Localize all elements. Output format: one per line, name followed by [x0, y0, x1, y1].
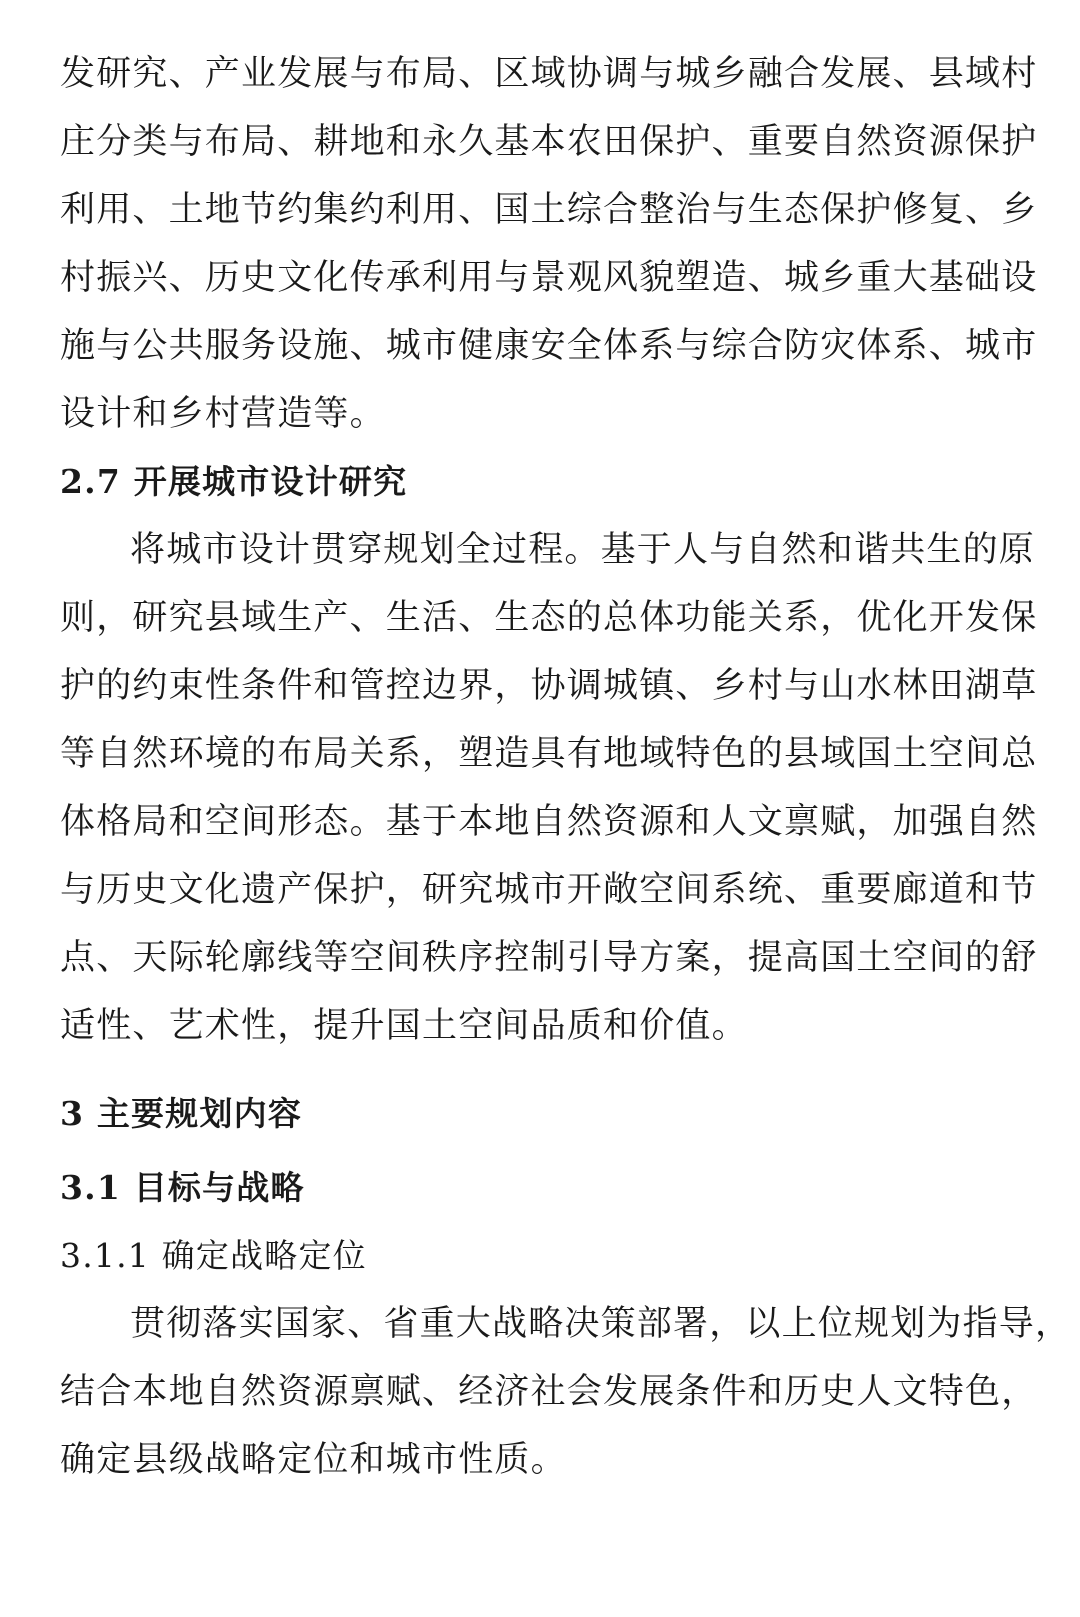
section-3-1-1-body	[60, 1290, 1072, 1494]
document-page	[60, 40, 1072, 1494]
paragraph-line: 等自然环境的布局关系，塑造具有地域特色的县域国土空间总	[60, 734, 1038, 774]
paragraph-line: 庄分类与布局、耕地和永久基本农田保护、重要自然资源保护	[60, 122, 1038, 162]
paragraph-line: 贯彻落实国家、省重大战略决策部署，以上位规划为指导，	[130, 1304, 1072, 1344]
paragraph-line: 将城市设计贯穿规划全过程。基于人与自然和谐共生的原	[130, 530, 1036, 570]
paragraph-line: 适性、艺术性，提升国土空间品质和价值。	[60, 1006, 748, 1046]
paragraph-line: 确定县级战略定位和城市性质。	[60, 1440, 567, 1480]
section-heading-3-1: 3.1 目标与战略	[60, 1168, 305, 1207]
section-heading-3: 3 主要规划内容	[60, 1094, 303, 1133]
paragraph-line: 则，研究县域生产、生活、生态的总体功能关系，优化开发保	[60, 598, 1038, 638]
paragraph-line: 施与公共服务设施、城市健康安全体系与综合防灾体系、城市	[60, 326, 1038, 366]
paragraph-line: 护的约束性条件和管控边界，协调城镇、乡村与山水林田湖草	[60, 666, 1038, 706]
paragraph-line: 设计和乡村营造等。	[60, 394, 386, 434]
paragraph-line: 村振兴、历史文化传承利用与景观风貌塑造、城乡重大基础设	[60, 258, 1038, 298]
paragraph-line: 发研究、产业发展与布局、区域协调与城乡融合发展、县域村	[60, 54, 1038, 94]
paragraph-line: 点、天际轮廓线等空间秩序控制引导方案，提高国土空间的舒	[60, 938, 1038, 978]
paragraph-line: 利用、土地节约集约利用、国土综合整治与生态保护修复、乡	[60, 190, 1038, 230]
section-2-7-body	[60, 516, 1038, 1060]
section-heading-2-7: 2.7 开展城市设计研究	[60, 462, 408, 501]
section-heading-3-1-1: 3.1.1 确定战略定位	[60, 1236, 367, 1275]
paragraph-line: 体格局和空间形态。基于本地自然资源和人文禀赋，加强自然	[60, 802, 1038, 842]
paragraph-line: 与历史文化遗产保护，研究城市开敞空间系统、重要廊道和节	[60, 870, 1038, 910]
paragraph-line: 结合本地自然资源禀赋、经济社会发展条件和历史人文特色，	[60, 1372, 1038, 1412]
paragraph-continuation	[60, 40, 1038, 448]
